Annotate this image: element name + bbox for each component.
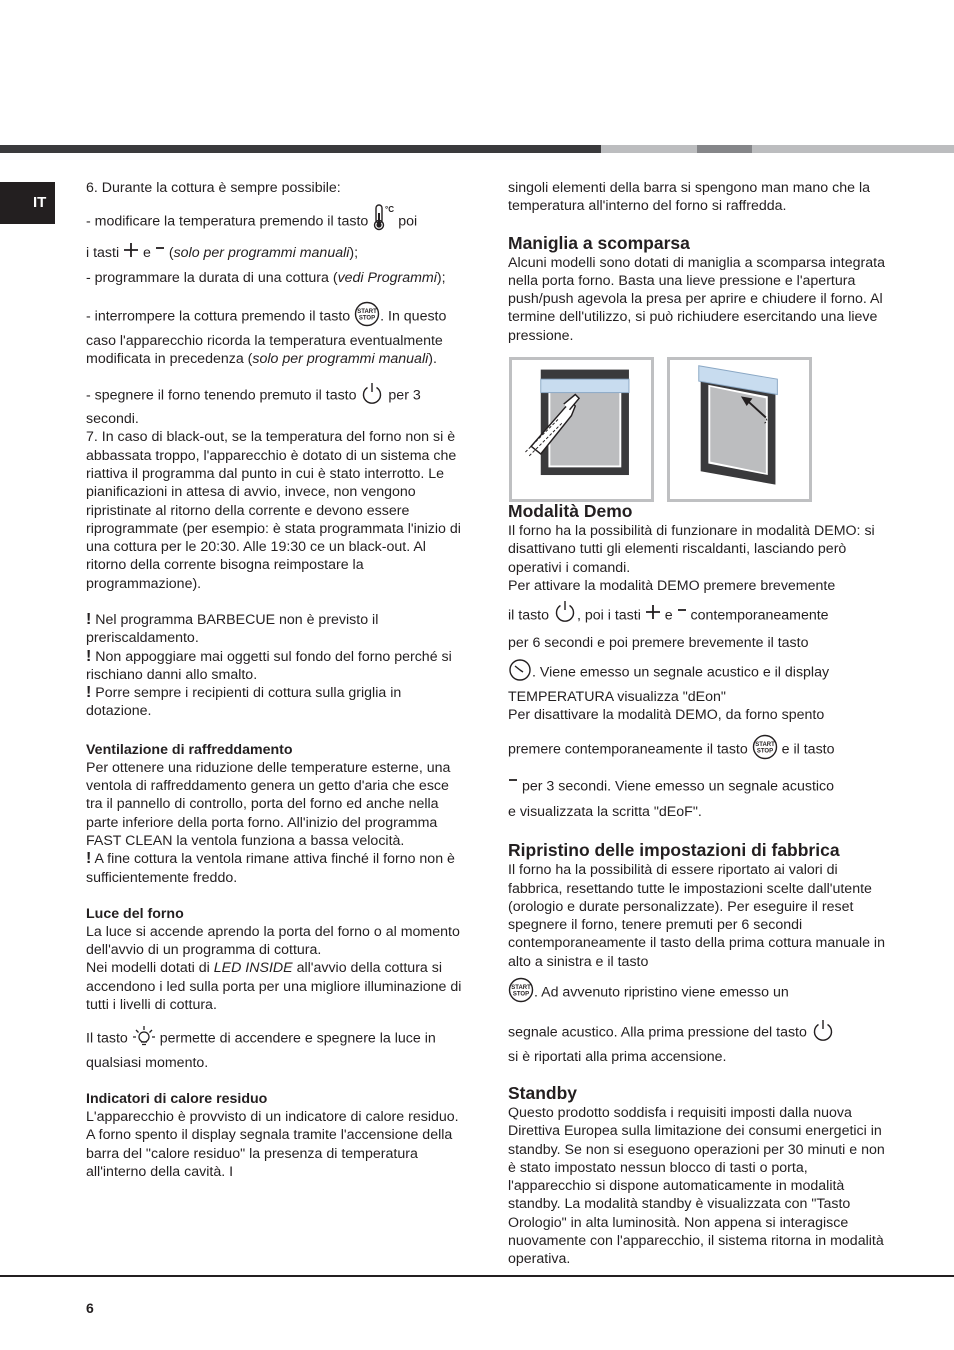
plus-icon xyxy=(123,241,139,267)
paragraph: per 6 secondi e poi premere brevemente il tasto xyxy=(508,635,809,652)
stop-label: STOP xyxy=(756,748,773,755)
start-stop-icon xyxy=(752,734,778,765)
language-tab: IT xyxy=(0,182,55,224)
minus-icon xyxy=(677,603,687,629)
illustration-handle-push xyxy=(509,357,654,502)
power-icon xyxy=(553,599,577,632)
warning-note: ! Nel programma BARBECUE non è previsto il preriscaldamento. xyxy=(86,611,379,647)
thermometer-celsius-icon xyxy=(372,203,394,240)
header-bar xyxy=(0,145,954,153)
power-icon xyxy=(360,381,384,410)
section-heading: Luce del forno xyxy=(86,905,184,922)
right-column-lower xyxy=(508,500,888,1269)
illustration-handle-open xyxy=(667,357,812,502)
start-label: START xyxy=(754,742,775,749)
minus-icon xyxy=(155,241,165,267)
section-heading: Maniglia a scomparsa xyxy=(508,232,690,253)
paragraph: 7. In caso di black-out, se la temperatura del forno non si è abbassata troppo, l'apparecchio è dotato di un sistema che riattiva il programma dal punto in cui è stato interrotto. Le pianificazioni in attesa di avvio, invece, non vengono ripristinate al ritorno della corrente e devono essere riprogrammate (per esempio: è stata programmata l'inizio di una cottura per le 20:30. Alle 19:30 ce un black-out. Al ritorno della corrente bisogna reimpostare la programmazione). xyxy=(86,429,461,592)
header-bar-light xyxy=(601,145,697,153)
paragraph: premere contemporaneamente il tasto START STOP e il tasto xyxy=(508,734,888,765)
section-heading: Indicatori di calore residuo xyxy=(86,1090,268,1107)
clock-icon xyxy=(508,658,532,687)
paragraph: per 3 secondi. Viene emesso un segnale acustico xyxy=(508,776,888,797)
plus-icon xyxy=(645,603,661,629)
section-heading: Standby xyxy=(508,1082,578,1103)
warning-note: ! Porre sempre i recipienti di cottura sulla griglia in dotazione. xyxy=(86,684,402,720)
paragraph: segnale acustico. Alla prima pressione del tasto si è riportati alla prima accensione. xyxy=(508,1018,888,1066)
left-column xyxy=(86,179,466,1181)
paragraph: La luce si accende aprendo la porta del forno o al momento dell'avvio di un programma di cottura. xyxy=(86,923,460,959)
start-stop-icon xyxy=(508,977,534,1008)
section-heading: Ventilazione di raffreddamento xyxy=(86,741,293,758)
power-icon xyxy=(811,1018,835,1047)
paragraph: - interrompere la cottura premendo il tasto START STOP . In questo caso l'apparecchio ricorda la temperatura eventualmente modificata in precedenza (solo per programmi manuali). xyxy=(86,301,466,369)
paragraph: . Viene emesso un segnale acustico e il display TEMPERATURA visualizza "dEon" xyxy=(508,658,888,706)
header-bar-light-end xyxy=(752,145,954,153)
section-heading: Ripristino delle impostazioni di fabbrica xyxy=(508,840,840,861)
minus-icon xyxy=(508,776,518,797)
paragraph: Il forno ha la possibilità di funzionare in modalità DEMO: si disattivano tutti gli elementi riscaldanti, lasciando però operativi i comandi. xyxy=(508,523,875,576)
start-stop-icon xyxy=(354,301,380,332)
lamp-icon xyxy=(132,1024,156,1053)
paragraph: - programmare la durata di una cottura (vedi Programmi); xyxy=(86,269,446,286)
paragraph: il tasto , poi i tasti e contemporaneamente xyxy=(508,599,888,632)
paragraph: Per ottenere una riduzione delle temperature esterne, una ventola di raffreddamento genera un getto d'aria che esce tra il pannello di controllo, porta del forno ed anche nella parte inferiore della porta forno. All'inizio del programma FAST CLEAN la ventola funziona a bassa velocità. xyxy=(86,759,451,849)
section-heading: Modalità Demo xyxy=(508,501,633,521)
warning-note: ! A fine cottura la ventola rimane attiva finché il forno non è sufficientemente freddo. xyxy=(86,850,455,886)
paragraph: Questo prodotto soddisfa i requisiti imposti dalla nuova Direttiva Europea sulla limitazione dei consumi energetici in standby. Se non si eseguono operazioni per 30 minuti e non è stato impostato nessun blocco di tasti o porta, l'apparecchio si dispone automaticamente in modalità standby. La modalità standby è visualizzata con "Tasto Orologio" in alta luminosità. Non appena si interagisce nuovamente con l'apparecchio, il sistema ritorna in modalità operativa. xyxy=(508,1104,885,1268)
paragraph: 6. Durante la cottura è sempre possibile: xyxy=(86,180,341,196)
header-bar-dark xyxy=(0,145,601,153)
start-label: START xyxy=(511,985,531,992)
right-column xyxy=(508,179,888,345)
stop-label: STOP xyxy=(512,991,530,998)
stop-label: STOP xyxy=(359,315,376,322)
paragraph: - spegnere il forno tenendo premuto il tasto per 3 secondi. xyxy=(86,381,466,429)
start-label: START xyxy=(357,308,377,315)
paragraph: Per disattivare la modalità DEMO, da forno spento xyxy=(508,707,825,724)
paragraph: START STOP . Ad avvenuto ripristino viene emesso un xyxy=(508,977,888,1008)
page-number: 6 xyxy=(86,1300,94,1316)
header-bar-mid xyxy=(697,145,752,153)
paragraph: L'apparecchio è provvisto di un indicatore di calore residuo. A forno spento il display segnala tramite l'accensione della barra del "calore residuo" la presenza di temperatura all'interno della cavità. I xyxy=(86,1108,459,1180)
paragraph: Il forno ha la possibilità di essere riportato ai valori di fabbrica, resettando tutte le impostazioni scelte dall'utente (orologio e durate personalizzate). Per eseguire il reset spegnere il forno, tenere premuti per 6 secondi contemporaneamente il tasto della prima cottura manuale in alto a sinistra e il tasto xyxy=(508,862,885,970)
footer-rule xyxy=(0,1275,954,1277)
paragraph: singoli elementi della barra si spengono man mano che la temperatura all'interno del forno si raffredda. xyxy=(508,180,870,215)
warning-note: ! Non appoggiare mai oggetti sul fondo del forno perché si rischiano danni allo smalto. xyxy=(86,647,452,683)
paragraph: Per attivare la modalità DEMO premere brevemente xyxy=(508,577,836,594)
svg-text:°C: °C xyxy=(385,205,395,215)
paragraph: Il tasto permette di accendere e spegnere la luce in qualsiasi momento. xyxy=(86,1024,466,1072)
paragraph: Nei modelli dotati di LED INSIDE all'avvio della cottura si accendono i led sulla porta per una migliore illuminazione di tutti i livelli di cottura. xyxy=(86,960,462,1014)
paragraph: e visualizzata la scritta "dEoF". xyxy=(508,803,702,820)
paragraph: - modificare la temperatura premendo il tasto °C poi i tasti e (solo per programmi manuali); xyxy=(86,203,466,266)
paragraph: Alcuni modelli sono dotati di maniglia a scomparsa integrata nella porta forno. Basta una lieve pressione e l'apertura push/push agevola la presa per aprire e chiudere il forno. Al termine dell'utilizzo, si può richiudere esercitando una lieve pressione. xyxy=(508,254,885,344)
